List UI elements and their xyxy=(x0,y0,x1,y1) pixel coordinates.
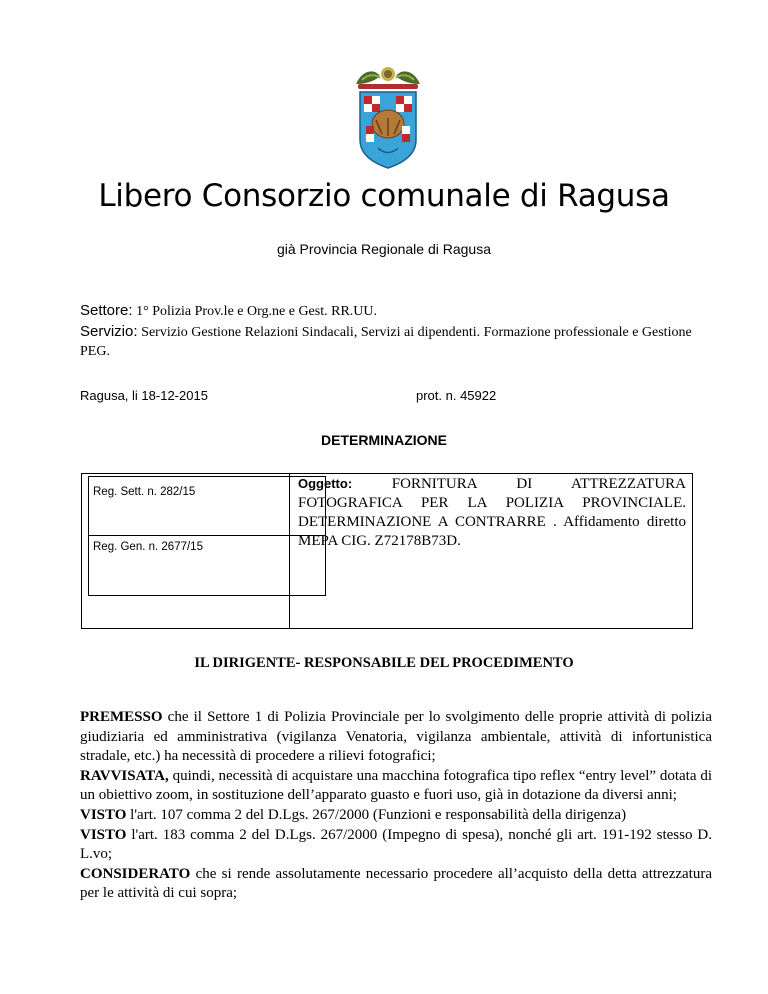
subject-text: FORNITURA DI ATTREZZATURA FOTOGRAFICA PER LA POLIZIA PROVINCIALE. DETERMINAZIONE A CONTRARRE . Affidamento diretto MEPA CIG. Z72178B73D. xyxy=(298,476,686,549)
paragraph-premesso: PREMESSO che il Settore 1 di Polizia Provinciale per lo svolgimento delle proprie attività di polizia giudiziaria ed amministrativa (vigilanza Venatoria, vigilanza ambientale, attività di infortunistica stradale, etc.) ha necessità di procedere a rilievi fotografici; xyxy=(80,709,712,765)
protocol-number: prot. n. 45922 xyxy=(416,388,497,403)
crown-wreath xyxy=(356,67,420,89)
document-date: Ragusa, li 18-12-2015 xyxy=(80,388,208,403)
registry-settore-number: Reg. Sett. n. 282/15 xyxy=(93,486,196,498)
organization-title: Libero Consorzio comunale di Ragusa xyxy=(98,178,670,214)
settore-label: Settore: xyxy=(80,302,133,319)
section-title: IL DIRIGENTE- RESPONSABILE DEL PROCEDIMENTO xyxy=(194,655,574,671)
subject-label: Oggetto: xyxy=(298,476,353,491)
paragraph-ravvisata: RAVVISATA, quindi, necessità di acquistare una macchina fotografica tipo reflex “entry level” dotata di un obiettivo zoom, in sostituzione dell’apparato guasto e fuori uso, già in dotazione da diversi anni; xyxy=(80,767,712,804)
servizio-label: Servizio: xyxy=(80,323,138,340)
document-body xyxy=(80,708,712,904)
coat-of-arms-emblem xyxy=(348,62,428,172)
paragraph-visto-107: VISTO l'art. 107 comma 2 del D.Lgs. 267/2000 (Funzioni e responsabilità della dirigenza) xyxy=(80,806,627,823)
organization-subtitle: già Provincia Regionale di Ragusa xyxy=(276,241,492,257)
settore-line xyxy=(80,302,377,320)
subject-block xyxy=(298,474,686,551)
settore-value: 1° Polizia Prov.le e Org.ne e Gest. RR.UU. xyxy=(136,304,377,319)
servizio-line xyxy=(80,323,700,361)
paragraph-considerato: CONSIDERATO che si rende assolutamente necessario procedere all’acquisto della detta attrezzatura per le attività di cui sopra; xyxy=(80,865,712,902)
paragraph-visto-183: VISTO l'art. 183 comma 2 del D.Lgs. 267/2000 (Impegno di spesa), nonché gli art. 191-192 stesso D. L.vo; xyxy=(80,826,712,863)
registry-generale-number: Reg. Gen. n. 2677/15 xyxy=(93,541,203,553)
servizio-value: Servizio Gestione Relazioni Sindacali, Servizi ai dipendenti. Formazione professionale e Gestione PEG. xyxy=(80,325,692,359)
document-type-title: DETERMINAZIONE xyxy=(321,432,447,448)
shield xyxy=(360,92,416,168)
